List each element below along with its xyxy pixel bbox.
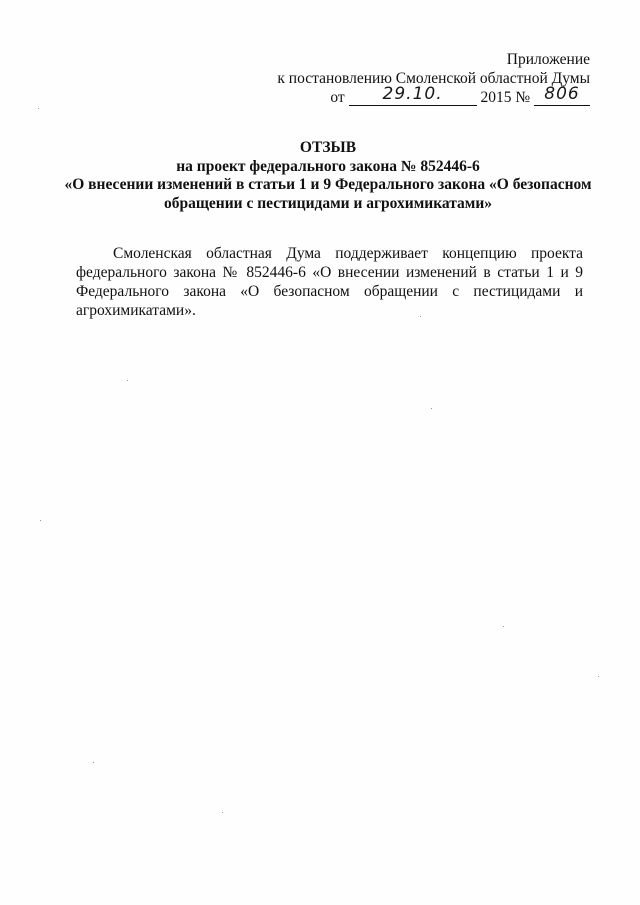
appendix-resolution-ref: к постановлению Смоленской областной Думы — [277, 70, 590, 87]
title-line-3: обращении с пестицидами и агрохимикатами» — [163, 194, 493, 212]
title-line-2: «О внесении изменений в статьи 1 и 9 Федерального закона «О безопасном — [64, 176, 592, 193]
scan-speck — [38, 108, 39, 109]
scan-speck — [598, 676, 599, 677]
body-paragraph: Смоленская областная Дума поддерживает концепцию проекта федерального закона № 852446-6 «О внесении изменений в статьи 1 и 9 Федерального закона «О безопасном обращении с пестицидами и агрохимикатами». — [76, 245, 583, 319]
appendix-label: Приложение — [506, 51, 590, 68]
document-title — [60, 139, 596, 213]
scan-speck — [431, 408, 432, 409]
handwritten-date: 29.10. — [382, 84, 443, 104]
scan-speck — [420, 316, 421, 317]
year-and-number-label: 2015 № — [480, 89, 531, 106]
scan-speck — [40, 520, 41, 521]
document-body — [76, 244, 583, 320]
title-line-1: на проект федерального закона № 852446-6 — [176, 157, 480, 175]
appendix-date-line — [277, 84, 590, 107]
scan-speck — [503, 626, 504, 627]
date-prefix: от — [330, 89, 345, 106]
date-field — [349, 84, 477, 106]
appendix-header — [277, 50, 590, 107]
title-heading: ОТЗЫВ — [299, 139, 357, 156]
number-field — [534, 84, 590, 106]
scan-speck — [93, 762, 94, 763]
scan-speck — [127, 380, 128, 381]
scan-speck — [222, 812, 223, 813]
handwritten-number: 806 — [544, 84, 580, 104]
